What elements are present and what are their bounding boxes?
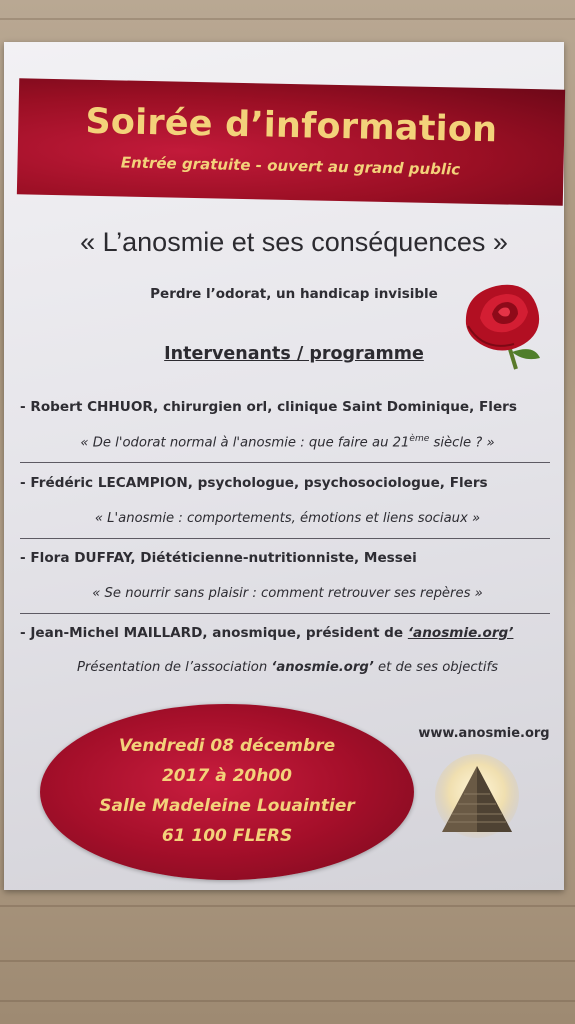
speaker-3-talk: « Se nourrir sans plaisir : comment retrouver ses repères » <box>92 586 483 601</box>
anosmie-link[interactable]: ‘anosmie.org’ <box>407 625 514 641</box>
speaker-1-talk <box>20 434 555 450</box>
speaker-2-name: - Frédéric LECAMPION, psychologue, psychosociologue, Flers <box>20 475 488 491</box>
wood-grain <box>0 18 575 20</box>
banner-subtitle: Entrée gratuite - ouvert au grand public <box>120 153 461 179</box>
separator <box>20 613 550 614</box>
wood-grain <box>0 1000 575 1002</box>
event-time: 2017 à 20h00 <box>161 766 293 786</box>
tagline: Perdre l’odorat, un handicap invisible <box>150 286 438 302</box>
anosmie-link[interactable]: ‘anosmie.org’ <box>271 660 374 675</box>
speaker-text: - Jean-Michel MAILLARD, anosmique, président de <box>20 625 408 641</box>
wood-grain <box>0 905 575 907</box>
speaker-4-name <box>20 625 555 641</box>
event-date: Vendredi 08 décembre <box>118 736 336 756</box>
website-link[interactable]: www.anosmie.org <box>418 726 550 741</box>
program-title: Intervenants / programme <box>164 344 424 364</box>
event-venue: Salle Madeleine Louaintier <box>99 796 355 816</box>
main-title: « L’anosmie et ses conséquences » <box>80 227 508 257</box>
rose-icon <box>454 274 554 374</box>
speaker-3-name: - Flora DUFFAY, Diététicienne-nutritionniste, Messei <box>20 550 417 566</box>
separator <box>20 538 550 539</box>
poster <box>4 42 564 890</box>
talk-text: siècle ? » <box>429 435 495 451</box>
pyramid-logo-icon <box>432 754 522 844</box>
talk-text: « De l'odorat normal à l'anosmie : que faire au 21 <box>80 435 410 451</box>
header-banner <box>17 78 565 205</box>
speaker-1-name: - Robert CHHUOR, chirurgien orl, clinique Saint Dominique, Flers <box>20 399 517 415</box>
talk-superscript: ème <box>409 434 430 444</box>
talk-text: et de ses objectifs <box>373 660 499 675</box>
speaker-4-talk <box>20 660 555 675</box>
separator <box>20 462 550 463</box>
speaker-2-talk: « L'anosmie : comportements, émotions et liens sociaux » <box>94 511 481 526</box>
event-city: 61 100 FLERS <box>161 826 293 846</box>
banner-title: Soirée d’information <box>85 101 498 151</box>
event-oval <box>40 704 414 880</box>
talk-text: Présentation de l’association <box>76 660 272 675</box>
wood-grain <box>0 960 575 962</box>
